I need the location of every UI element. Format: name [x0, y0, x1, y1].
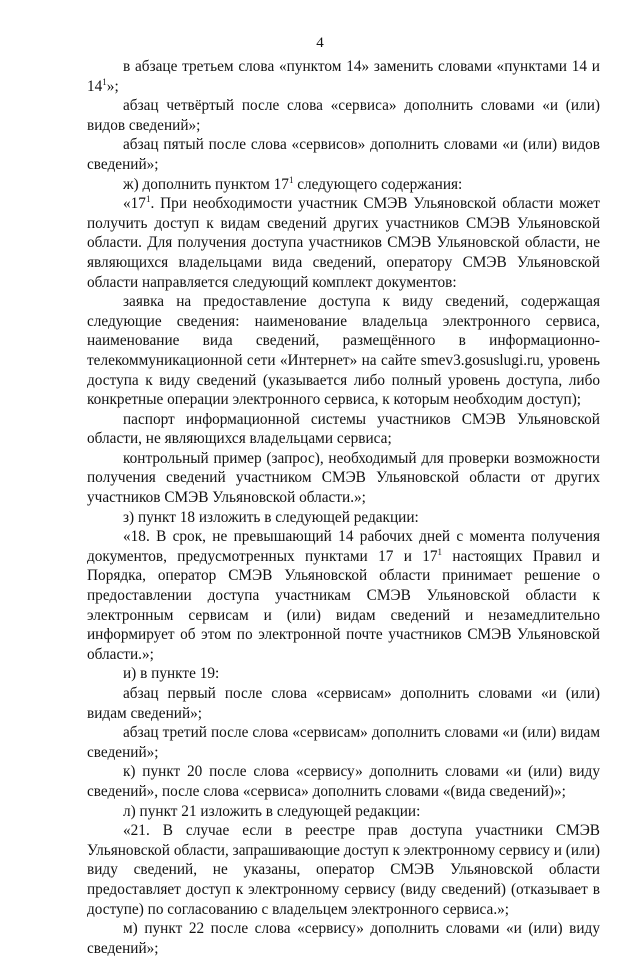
paragraph-p15: л) пункт 21 изложить в следующей редакции:	[123, 802, 421, 820]
document-body	[87, 57, 600, 958]
paragraph-p10: «18. В срок, не превышающий 14 рабочих дней с момента получения документов, предусмотренных пунктами 17 и $17^1$ настоящих Правил и Порядка, оператор СМЭВ Ульяновской области принимает решение о предоставлении доступа участникам СМЭВ Ульяновской области к электронным сервисам и (или) видам сведений и незамедлительно информирует об этом по электронной почте участников СМЭВ Ульяновской области.»;	[87, 528, 600, 663]
paragraph-p06: заявка на предоставление доступа к виду сведений, содержащая следующие сведения: наименование владельца электронного сервиса, наименование вида сведений, размещённого в информационно-телекоммуникационной сети «Интернет» на сайте smev3.gosuslugi.ru, уровень доступа к виду сведений (указывается либо полный уровень доступа, либо конкретные операции электронного сервиса, к которым необходим доступ);	[87, 293, 600, 409]
paragraph-p03: абзац пятый после слова «сервисов» дополнить словами «и (или) видов сведений»;	[87, 136, 600, 173]
paragraph-p11: и) в пункте 19:	[123, 665, 220, 683]
page-number: 4	[316, 35, 324, 51]
paragraph-p07: паспорт информационной системы участников СМЭВ Ульяновской области, не являющихся владельцами сервиса;	[87, 410, 600, 448]
paragraph-p05: «$17^1$. При необходимости участник СМЭВ Ульяновской области может получить доступ к видам сведений других участников СМЭВ Ульяновской области. Для получения доступа участников СМЭВ Ульяновской области, не являющихся владельцами вида сведений, оператору СМЭВ Ульяновской области направляется следующий комплект документов:	[87, 194, 600, 291]
paragraph-p04: ж) дополнить пунктом $17^1$ следующего содержания:	[123, 174, 463, 193]
paragraph-p08: контрольный пример (запрос), необходимый для проверки возможности получения сведений участником СМЭВ Ульяновской области от других участников СМЭВ Ульяновской области.»;	[87, 449, 600, 507]
paragraph-p02: абзац четвёртый после слова «сервиса» дополнить словами «и (или) видов сведений»;	[87, 97, 600, 134]
paragraph-p12: абзац первый после слова «сервисам» дополнить словами «и (или) видам сведений»;	[87, 685, 600, 722]
paragraph-p01: в абзаце третьем слова «пунктом 14» заменить словами «пунктами 14 и $14^1$»;	[87, 58, 600, 95]
paragraph-p17: м) пункт 22 после слова «сервису» дополнить словами «и (или) виду сведений»;	[87, 920, 600, 957]
paragraph-p13: абзац третий после слова «сервисам» дополнить словами «и (или) видам сведений»;	[87, 724, 600, 761]
paragraph-p16: «21. В случае если в реестре прав доступа участники СМЭВ Ульяновской области, запрашивающие доступ к электронному сервису и (или) виду сведений, не указаны, оператор СМЭВ Ульяновской области предоставляет доступ к электронному сервису (виду сведений) (отказывает в доступе) по согласованию с владельцем электронного сервиса.»;	[87, 822, 600, 918]
paragraph-p14: к) пункт 20 после слова «сервису» дополнить словами «и (или) виду сведений», после слова «сервиса» дополнить словами «(вида сведений)»;	[87, 763, 600, 800]
paragraph-p09: з) пункт 18 изложить в следующей редакции:	[123, 508, 419, 526]
